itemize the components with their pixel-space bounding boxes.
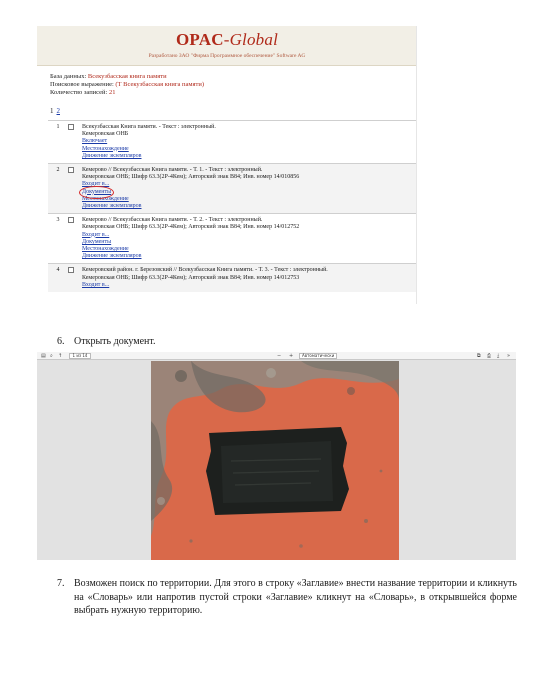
zoom-in-icon[interactable]: + (289, 353, 294, 359)
query-label: Поисковое выражение: (50, 81, 114, 88)
page-indicator[interactable]: 1 из 14 (69, 353, 91, 359)
db-value: Всекузбасская книга памяти (87, 73, 167, 80)
db-label: База данных: (50, 73, 87, 80)
record-number: 4 (56, 267, 60, 274)
zoom-out-icon[interactable]: − (277, 353, 282, 359)
viewer-toolbar (37, 352, 516, 360)
download-icon[interactable]: ⤓ (497, 353, 500, 359)
copies-movement-link[interactable]: Движение экземпляров (82, 203, 142, 210)
page-link-2[interactable]: 2 (56, 107, 60, 115)
pagination (50, 107, 60, 115)
sidebar-toggle-icon[interactable]: ▤ (41, 353, 46, 359)
present-icon[interactable]: ⧉ (477, 353, 481, 359)
zoom-select[interactable]: Автоматически (299, 353, 337, 359)
opac-subtitle: Разработано ЗАО "Фирма Программное обеспечение" Software AG (148, 53, 306, 59)
document-viewer-screenshot (37, 352, 516, 560)
opac-header (37, 26, 417, 66)
opac-results-screenshot (37, 26, 417, 304)
record-checkbox[interactable] (68, 217, 74, 223)
document-cover-image (151, 361, 399, 560)
part-of-link[interactable]: Входит в... (82, 181, 110, 188)
record-row (48, 263, 417, 292)
record-title: Кемеровский район. г. Березовский // Всекузбасская Книга памяти. - Т. 3. - Текст : электронный. (82, 267, 328, 274)
records-list (48, 120, 417, 292)
tools-menu-icon[interactable]: » (507, 353, 511, 359)
step-6-text: Открыть документ. (74, 336, 156, 347)
step-6 (57, 336, 156, 347)
page-up-icon[interactable]: ↑ (58, 353, 63, 359)
search-meta (50, 73, 204, 97)
record-title: Всекузбасская Книга памяти. - Текст : электронный. (82, 124, 216, 130)
search-icon[interactable]: ⌕ (50, 353, 53, 359)
record-number: 1 (56, 124, 60, 130)
step-6-number: 6. (57, 336, 65, 347)
location-link[interactable]: Местонахождение (82, 246, 129, 253)
record-checkbox[interactable] (68, 267, 74, 273)
includes-link[interactable]: Включает (82, 138, 108, 145)
documents-link[interactable]: Документы (82, 188, 112, 195)
step-7-number: 7. (57, 578, 65, 589)
record-holding: Кемеровская ОНБ; Шифр 63.3(2Р-4Кем); Авторский знак В84; Инв. номер 14/012752 (82, 224, 300, 231)
record-title: Кемерово // Всекузбасская Книга памяти. - Т. 1. - Текст : электронный. (82, 167, 263, 174)
copies-movement-link[interactable]: Движение экземпляров (82, 253, 142, 260)
location-link[interactable]: Местонахождение (82, 145, 129, 152)
record-title: Кемерово // Всекузбасская Книга памяти. - Т. 2. - Текст : электронный. (82, 217, 263, 224)
copies-movement-link[interactable]: Движение экземпляров (82, 152, 142, 159)
opac-logo: OPAC-Global (176, 30, 278, 49)
record-row (48, 163, 417, 213)
documents-link[interactable]: Документы (82, 238, 112, 245)
location-link[interactable]: Местонахождение (82, 195, 129, 202)
print-icon[interactable]: ⎙ (487, 353, 492, 359)
record-number: 3 (56, 217, 60, 224)
count-label: Количество записей: (50, 89, 108, 96)
document-page-image (151, 361, 399, 560)
step-7 (57, 577, 519, 618)
record-holding: Кемеровская ОНБ (82, 131, 129, 138)
count-value: 21 (108, 89, 116, 96)
record-holding: Кемеровская ОНБ; Шифр 63.3(2Р-4Кем); Авторский знак В84; Инв. номер 14/010856 (82, 174, 300, 181)
step-7-text: Возможен поиск по территории. Для этого в строку «Заглавие» внести название территории и кликнуть на «Словарь» или напротив пустой строки «Заглавие» кликнут на «Словарь», в открывшейся форме выбрать нужную территорию. (74, 578, 517, 616)
record-row (48, 120, 417, 163)
record-checkbox[interactable] (68, 167, 74, 173)
record-number: 2 (56, 167, 60, 174)
record-checkbox[interactable] (68, 124, 74, 130)
record-holding: Кемеровская ОНБ; Шифр 63.3(2Р-4Кем); Авторский знак В84; Инв. номер 14/012753 (82, 274, 300, 281)
query-value: (Т Всекузбасская книга памяти) (115, 81, 204, 88)
page-current: 1 (50, 107, 54, 115)
part-of-link[interactable]: Входит в... (82, 231, 110, 238)
record-row (48, 213, 417, 263)
part-of-link[interactable]: Входит в... (82, 281, 110, 288)
